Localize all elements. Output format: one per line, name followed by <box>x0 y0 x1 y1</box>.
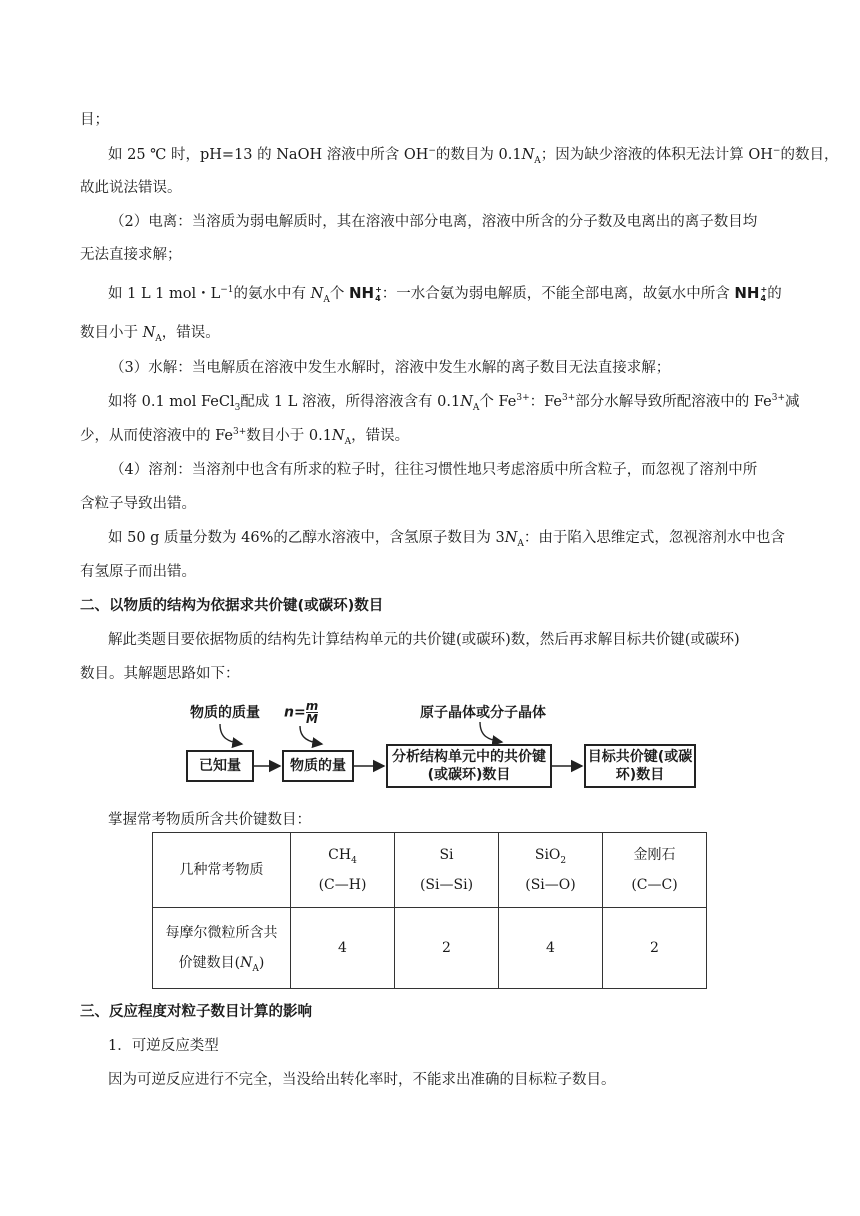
formula: Si <box>439 847 454 863</box>
text: 掌握常考物质所含共价键数目： <box>108 812 311 828</box>
paragraph-line <box>108 1070 616 1090</box>
section-heading: 二、以物质的结构为依据求共价键(或碳环)数目 <box>80 598 384 614</box>
ammonium-formula: NH <box>734 284 760 302</box>
box-amount-of-substance: 物质的量 <box>282 750 354 782</box>
text: 如将 0.1 mol FeCl <box>108 394 235 410</box>
paragraph-line <box>110 212 757 232</box>
paragraph-line <box>80 245 182 265</box>
superscript: 3+ <box>516 393 530 404</box>
table-header-cell <box>603 833 707 908</box>
text: 数目小于 <box>80 325 138 341</box>
text: ，错误。 <box>161 325 220 341</box>
text: （3）水解：当电解质在溶液中发生水解时，溶液中发生水解的离子数目无法直接求解； <box>110 360 671 376</box>
subscript: A <box>323 294 330 305</box>
paragraph-line <box>108 1036 219 1056</box>
superscript: 3+ <box>232 427 247 438</box>
avogadro-symbol: N <box>310 286 324 302</box>
table-header-cell <box>395 833 499 908</box>
text: （4）溶剂：当溶剂中也含有所求的粒子时，往往习惯性地只考虑溶质中所含粒子，而忽视了溶剂中所 <box>110 462 758 478</box>
formula-n: n= <box>284 704 306 721</box>
text: ；因为缺少溶液的体积无法计算 OH <box>540 147 773 163</box>
paragraph-line <box>80 664 240 684</box>
avogadro-symbol: N <box>240 955 253 971</box>
solution-flow-diagram <box>180 700 720 795</box>
formula: 金刚石 <box>633 847 676 863</box>
text: 解此类题目要依据物质的结构先计算结构单元的共价键(或碳环)数，然后再求解目标共价键(或碳环) <box>108 632 740 648</box>
text: ：一水合氨为弱电解质，不能全部电离，故氨水中所含 <box>381 286 730 302</box>
text: 少，从而使溶液中的 Fe <box>80 428 233 444</box>
text: （2）电离：当溶质为弱电解质时，其在溶液中部分电离，溶液中所含的分子数及电离出的离子数目均 <box>110 214 758 230</box>
fraction <box>306 700 319 725</box>
text: 如 1 L 1 mol・L <box>108 286 221 302</box>
avogadro-symbol: N <box>142 325 156 341</box>
subscript: 4 <box>351 855 357 866</box>
text: 无法直接求解； <box>80 247 182 263</box>
superscript: − <box>428 146 436 157</box>
avogadro-symbol: N <box>521 147 535 163</box>
table-cell: 4 <box>291 908 395 989</box>
superscript: −1 <box>220 285 234 296</box>
text: 个 Fe <box>479 394 517 410</box>
text: 配成 1 L 溶液，所得溶液含有 0.1 <box>240 394 461 410</box>
text: 数目小于 0.1 <box>246 428 332 444</box>
text: 故此说法错误。 <box>80 180 182 196</box>
numerator: m <box>305 699 319 713</box>
paragraph-line <box>80 110 109 130</box>
subscript: A <box>252 963 259 974</box>
text: CH <box>328 847 352 863</box>
text: 的氨水中有 <box>233 286 307 302</box>
formula <box>291 840 394 870</box>
label-mass: 物质的质量 <box>190 705 260 721</box>
paragraph-line <box>110 460 757 480</box>
text: 每摩尔微粒所含共 <box>165 925 278 941</box>
paragraph-line <box>80 178 182 198</box>
superscript: 3+ <box>771 393 786 404</box>
paragraph-line <box>110 358 670 378</box>
avogadro-symbol: N <box>504 530 518 546</box>
box-known-quantity: 已知量 <box>186 750 254 782</box>
bond-type: (C—C) <box>631 877 678 893</box>
table-cell: 2 <box>395 908 499 989</box>
paragraph-line <box>108 528 785 548</box>
paragraph-line <box>108 630 740 650</box>
bond-type: (C—H) <box>318 877 367 893</box>
text: 1．可逆反应类型 <box>108 1038 219 1054</box>
paragraph-line <box>108 810 311 830</box>
text: ，错误。 <box>351 428 410 444</box>
ammonium-scripts <box>375 285 382 303</box>
denominator: M <box>305 712 318 726</box>
subscript: 4 <box>375 294 381 303</box>
avogadro-symbol: N <box>331 428 345 444</box>
table-header-cell <box>153 833 291 908</box>
box-target-bonds: 目标共价键(或碳环)数目 <box>584 744 696 788</box>
label-crystal-type: 原子晶体或分子晶体 <box>420 705 546 721</box>
subscript: A <box>344 436 352 447</box>
text: 数目。其解题思路如下： <box>80 666 240 682</box>
paragraph-line <box>80 562 196 582</box>
avogadro-symbol: N <box>460 394 473 410</box>
subscript: A <box>534 155 541 166</box>
subscript: A <box>155 333 162 344</box>
text: 的数目， <box>780 147 839 163</box>
subscript: 4 <box>760 294 767 303</box>
text: 部分水解导致所配溶液中的 Fe <box>575 394 772 410</box>
bond-type: (Si—Si) <box>419 877 474 893</box>
text: 因为可逆反应进行不完全，当没给出转化率时，不能求出准确的目标粒子数目。 <box>108 1072 616 1088</box>
curved-arrow <box>300 726 322 744</box>
text: 个 <box>329 286 345 302</box>
paragraph-line <box>108 283 782 304</box>
paragraph-line <box>108 145 838 165</box>
table-row <box>153 833 707 908</box>
subscript: 2 <box>560 855 567 866</box>
table-cell: 4 <box>499 908 603 989</box>
text: ：Fe <box>529 394 562 410</box>
bond-count-table <box>152 832 707 989</box>
subscript: 3 <box>234 402 241 413</box>
text: 价键数目( <box>178 955 241 971</box>
table-cell: 2 <box>603 908 707 989</box>
bond-type: (Si—O) <box>525 877 576 893</box>
text: 目； <box>80 112 109 128</box>
text: ：由于陷入思维定式，忽视溶剂水中也含 <box>523 530 785 546</box>
paragraph-line <box>80 426 409 446</box>
table-row-label <box>153 908 291 989</box>
text: 几种常考物质 <box>179 862 264 878</box>
formula-n-m-over-M <box>284 700 318 725</box>
text: 含粒子导致出错。 <box>80 496 196 512</box>
paragraph-line <box>108 392 800 412</box>
table-header-cell <box>499 833 603 908</box>
section-heading: 三、反应程度对粒子数目计算的影响 <box>80 1004 312 1020</box>
subscript: A <box>472 402 480 413</box>
curved-arrow <box>480 722 502 742</box>
ammonium-formula: NH <box>348 284 375 302</box>
subscript: A <box>517 538 524 549</box>
text: 减 <box>785 394 800 410</box>
text: 的 <box>767 286 782 302</box>
text: ) <box>258 955 265 971</box>
text: 有氢原子而出错。 <box>80 564 196 580</box>
paragraph-line <box>80 494 196 514</box>
text-line <box>153 948 290 978</box>
table-row <box>153 908 707 989</box>
superscript: − <box>772 146 781 157</box>
paragraph-line <box>80 323 220 343</box>
text: 的数目为 0.1 <box>435 147 522 163</box>
text: 如 25 ℃ 时，pH=13 的 NaOH 溶液中所含 OH <box>108 147 429 163</box>
superscript: 3+ <box>561 393 576 404</box>
table-header-cell <box>291 833 395 908</box>
text: 如 50 g 质量分数为 46%的乙醇水溶液中，含氢原子数目为 3 <box>108 530 505 546</box>
charge: + <box>760 285 768 294</box>
text: SiO <box>534 847 561 863</box>
box-analyze-structure: 分析结构单元中的共价键(或碳环)数目 <box>386 744 552 788</box>
curved-arrow <box>220 724 242 744</box>
formula <box>499 840 602 870</box>
charge: + <box>375 285 382 294</box>
